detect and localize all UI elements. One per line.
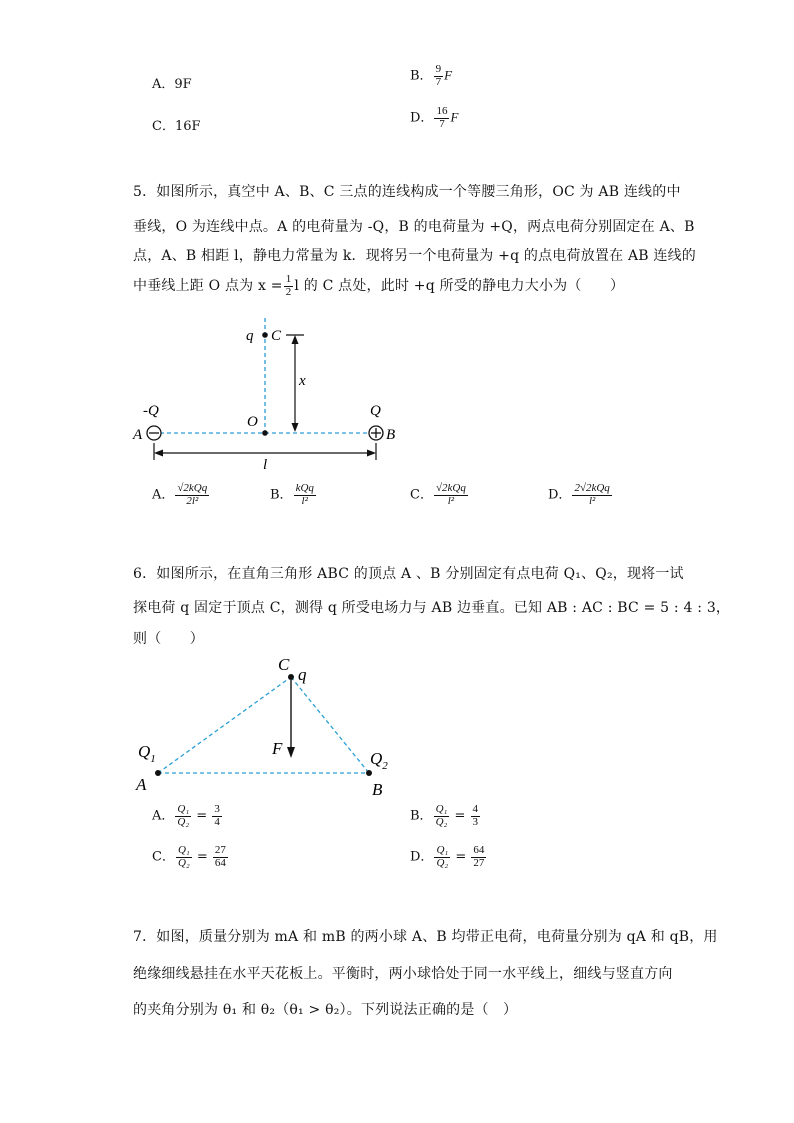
q6-label-q2: $Q_2$ bbox=[370, 749, 388, 772]
q5-x-arrowhead-down bbox=[292, 423, 299, 432]
q4-option-b[interactable]: B． $\frac{9}{7}$ F bbox=[410, 63, 453, 88]
q6-point-a bbox=[155, 770, 161, 776]
q7-stem-line-3: 的夹角分别为 θ₁ 和 θ₂（θ₁ > θ₂）。下列说法正确的是（ ） bbox=[133, 1002, 518, 1018]
q6-point-c bbox=[288, 674, 294, 680]
q6-label-f: F bbox=[272, 739, 283, 758]
q5-option-b[interactable]: B． $\frac{\text{kQq}}{\text{l²}}$ bbox=[270, 482, 314, 507]
q5-label-b: B bbox=[386, 427, 396, 443]
q5-option-d-fraction: $\frac{\text{2√2kQq}}{\text{l²}}$ bbox=[574, 482, 610, 507]
q6-side-ac bbox=[158, 677, 291, 773]
q5-label-c: C bbox=[271, 328, 282, 344]
q5-label-minus-q: -Q bbox=[143, 403, 159, 419]
q5-stem-line-4: 中垂线上距 O 点为 x = $\frac{1}{2}$ l 的 C 点处，此时 +q 所受的静电力大小为（ ） bbox=[133, 273, 625, 298]
q5-point-c bbox=[262, 332, 268, 338]
q5-label-a: A bbox=[133, 427, 143, 443]
q4-option-a[interactable]: A．9F bbox=[152, 77, 192, 92]
q5-option-d[interactable]: D． $\frac{\text{2√2kQq}}{\text{l²}}$ bbox=[548, 482, 610, 507]
q6-label-b: B bbox=[372, 780, 383, 799]
q5-half-fraction: $\frac{1}{2}$ bbox=[285, 273, 292, 298]
q5-option-c-fraction: $\frac{\text{√2kQq}}{\text{l²}}$ bbox=[435, 482, 466, 507]
q6-side-bc bbox=[291, 677, 369, 773]
q5-option-c[interactable]: C． $\frac{\text{√2kQq}}{\text{l²}}$ bbox=[410, 482, 466, 507]
q7-stem-line-1: 7．如图，质量分别为 mA 和 mB 的两小球 A、B 均带正电荷，电荷量分别为 qA 和 qB，用 bbox=[133, 929, 718, 945]
q6-point-b bbox=[366, 770, 372, 776]
q6-label-c: C bbox=[278, 655, 290, 674]
q6-stem-line-2: 探电荷 q 固定于顶点 C，测得 q 所受电场力与 AB 边垂直。已知 AB : AC : BC = 5 : 4 : 3， bbox=[133, 600, 731, 616]
q5-label-o: O bbox=[247, 414, 258, 430]
q6-figure bbox=[130, 650, 400, 800]
q7-stem-line-2: 绝缘细线悬挂在水平天花板上。平衡时，两小球恰处于同一水平线上，细线与竖直方向 bbox=[133, 966, 673, 982]
q5-stem-line-2: 垂线，O 为连线中点。A 的电荷量为 -Q，B 的电荷量为 +Q，两点电荷分别固定在 A、B bbox=[133, 219, 695, 235]
q6-force-arrowhead bbox=[287, 747, 295, 758]
q5-stem-line-3: 点，A、B 相距 l，静电力常量为 k．现将另一个电荷量为 +q 的点电荷放置在 AB 连线的 bbox=[133, 248, 696, 264]
q4-option-d[interactable]: D． $\frac{16}{7}$ F bbox=[410, 105, 459, 130]
q5-option-a-fraction: $\frac{\text{√2kQq}}{\text{2l²}}$ bbox=[177, 482, 208, 507]
q6-label-a: A bbox=[136, 775, 147, 794]
q5-label-q-positive: Q bbox=[370, 403, 381, 419]
q5-label-l: l bbox=[263, 457, 268, 473]
q4-option-c[interactable]: C．16F bbox=[152, 119, 201, 134]
q5-l-arrowhead-left bbox=[154, 450, 163, 457]
q5-l-arrowhead-right bbox=[367, 450, 376, 457]
q6-label-q1: $Q_1$ bbox=[138, 742, 156, 765]
q5-option-a[interactable]: A． $\frac{\text{√2kQq}}{\text{2l²}}$ bbox=[152, 482, 208, 507]
q4-option-d-fraction: $\frac{16}{7}$ bbox=[436, 105, 448, 130]
q5-label-q: q bbox=[246, 328, 254, 344]
q6-option-b[interactable]: B． $\frac{\text{Q₁}}{\text{Q₂}}$ = $\frac{4}{3}$ bbox=[410, 803, 479, 828]
q6-stem-line-3: 则（ ） bbox=[133, 631, 204, 647]
q5-point-o bbox=[262, 430, 268, 436]
q5-figure bbox=[130, 315, 400, 475]
q5-stem-line-1: 5．如图所示，真空中 A、B、C 三点的连线构成一个等腰三角形，OC 为 AB 连线的中 bbox=[133, 184, 681, 200]
q5-label-x: x bbox=[299, 373, 306, 389]
q6-label-q: q bbox=[298, 665, 307, 684]
q6-option-c[interactable]: C． $\frac{\text{Q₁}}{\text{Q₂}}$ = $\frac{27}{64}$ bbox=[152, 844, 226, 869]
q6-option-d[interactable]: D． $\frac{\text{Q₁}}{\text{Q₂}}$ = $\frac{64}{27}$ bbox=[410, 844, 485, 869]
q6-option-a[interactable]: A． $\frac{\text{Q₁}}{\text{Q₂}}$ = $\frac{3}{4}$ bbox=[152, 803, 220, 828]
q5-option-b-fraction: $\frac{\text{kQq}}{\text{l²}}$ bbox=[295, 482, 314, 507]
q4-option-b-fraction: $\frac{9}{7}$ bbox=[435, 63, 442, 88]
q5-x-arrowhead-up bbox=[292, 335, 299, 344]
q6-stem-line-1: 6．如图所示，在直角三角形 ABC 的顶点 A 、B 分别固定有点电荷 Q₁、Q₂，现将一试 bbox=[133, 566, 684, 582]
